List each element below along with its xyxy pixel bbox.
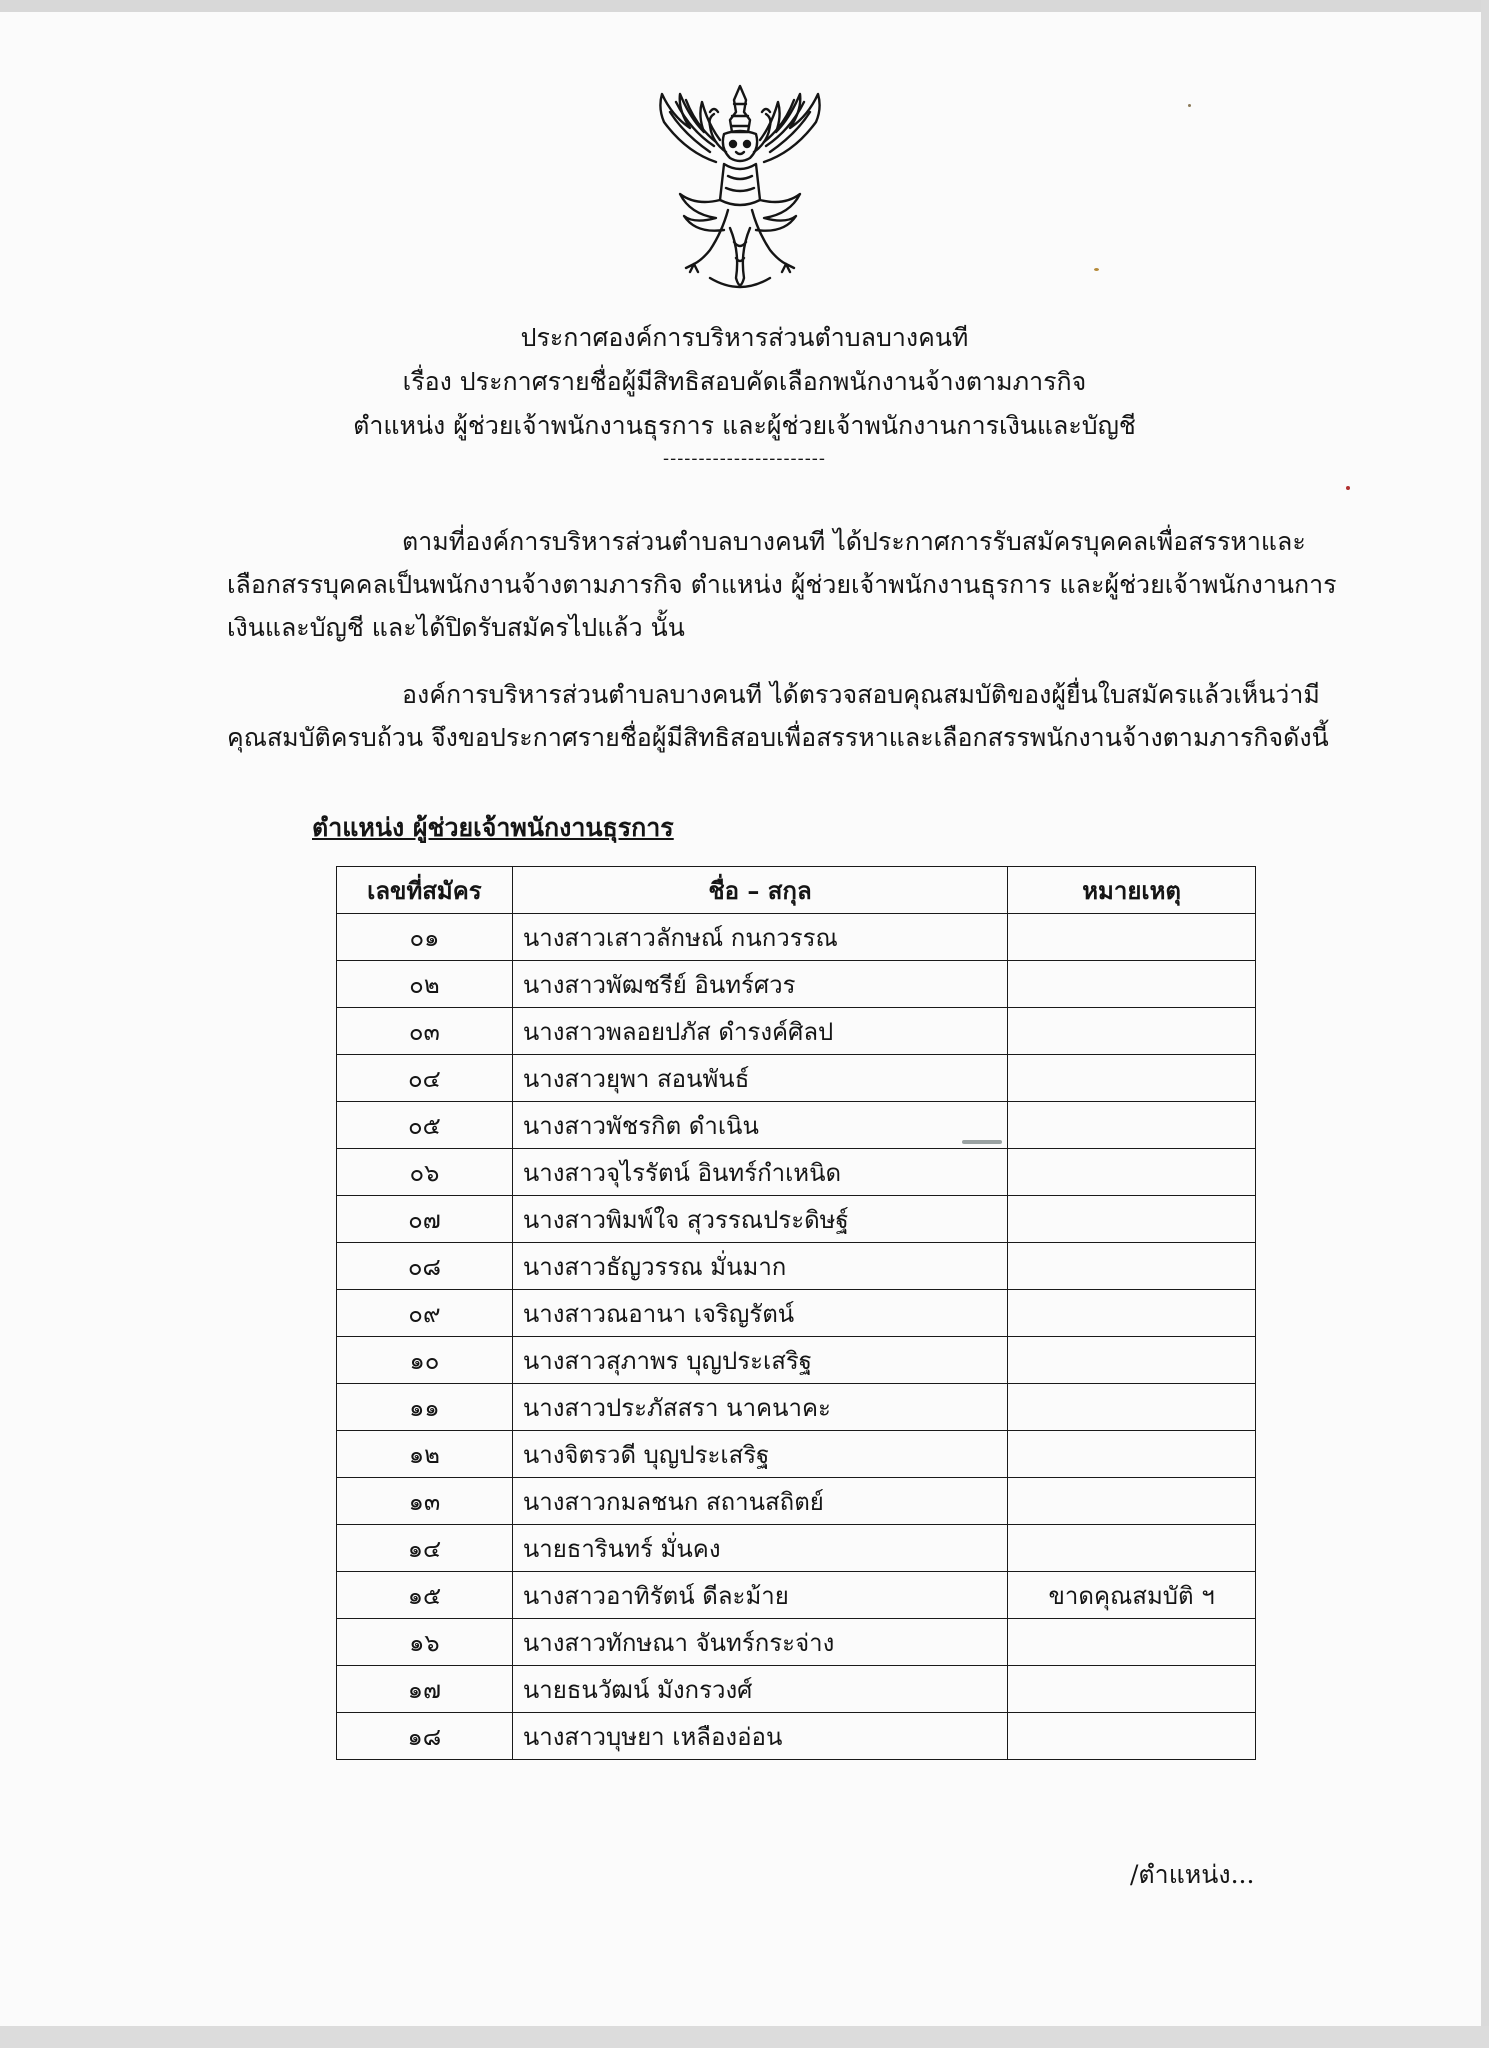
table-row [337,1525,1256,1572]
scan-edge-top [0,0,1489,12]
remark-cell [1008,1196,1256,1243]
application-number-cell: ๑๖ [337,1619,513,1666]
application-number-cell: ๑๘ [337,1713,513,1760]
remark-cell [1008,961,1256,1008]
scan-speck [1094,268,1099,271]
full-name-cell: นายธนวัฒน์ มังกรวงศ์ [512,1666,1007,1713]
scan-speck [1188,104,1191,107]
application-number-cell: ๐๑ [337,914,513,961]
application-number-cell: ๐๙ [337,1290,513,1337]
full-name-cell: นางสาวพัฒชรีย์ อินทร์ศวร [512,961,1007,1008]
table-row [337,1196,1256,1243]
announcement-subject: เรื่อง ประกาศรายชื่อผู้มีสิทธิสอบคัดเลือกพนักงานจ้างตามภารกิจ [402,367,1087,396]
table-row [337,1572,1256,1619]
remark-cell [1008,1525,1256,1572]
table-row [337,1713,1256,1760]
application-number-cell: ๐๖ [337,1149,513,1196]
header-divider: ----------------------- [663,448,826,469]
scan-edge-right [1481,0,1489,2048]
application-number-cell: ๑๗ [337,1666,513,1713]
remark-cell [1008,1055,1256,1102]
application-number-cell: ๐๕ [337,1102,513,1149]
header-full-name: ชื่อ – สกุล [512,867,1007,914]
table-row [337,1431,1256,1478]
table-row [337,1478,1256,1525]
application-number-cell: ๐๓ [337,1008,513,1055]
announcement-positions: ตำแหน่ง ผู้ช่วยเจ้าพนักงานธุรการ และผู้ช่วยเจ้าพนักงานการเงินและบัญชี [353,411,1136,440]
full-name-cell: นางสาวจุไรรัตน์ อินทร์กำเหนิด [512,1149,1007,1196]
scan-speck [962,1140,1002,1144]
remark-cell [1008,1290,1256,1337]
announcement-heading: ประกาศองค์การบริหารส่วนตำบลบางคนที [520,323,969,352]
full-name-cell: นางจิตรวดี บุญประเสริฐ [512,1431,1007,1478]
full-name-cell: นางสาวยุพา สอนพันธ์ [512,1055,1007,1102]
header-remark: หมายเหตุ [1008,867,1256,914]
table-row [337,914,1256,961]
application-number-cell: ๑๕ [337,1572,513,1619]
full-name-cell: นางสาวเสาวลักษณ์ กนกวรรณ [512,914,1007,961]
full-name-cell: นางสาวพิมพ์ใจ สุวรรณประดิษฐ์ [512,1196,1007,1243]
full-name-cell: นางสาวธัญวรรณ มั่นมาก [512,1243,1007,1290]
table-row [337,1384,1256,1431]
body-paragraph-2 [227,673,1337,759]
table-row [337,1666,1256,1713]
table-row [337,1008,1256,1055]
garuda-emblem-icon [650,82,830,298]
application-number-cell: ๑๒ [337,1431,513,1478]
section-title: ตำแหน่ง ผู้ช่วยเจ้าพนักงานธุรการ [312,813,674,842]
remark-cell [1008,1149,1256,1196]
applicant-table [336,866,1256,1760]
continue-marker: /ตำแหน่ง... [1130,1860,1255,1889]
table-row [337,1619,1256,1666]
remark-cell [1008,1478,1256,1525]
full-name-cell: นางสาวกมลชนก สถานสถิตย์ [512,1478,1007,1525]
remark-cell [1008,1384,1256,1431]
body-paragraph-2-text: องค์การบริหารส่วนตำบลบางคนที ได้ตรวจสอบคุณสมบัติของผู้ยื่นใบสมัครแล้วเห็นว่ามีคุณสมบัติครบถ้วน จึงขอประกาศรายชื่อผู้มีสิทธิสอบเพื่อสรรหาและเลือกสรรพนักงานจ้างตามภารกิจดังนี้ [227,680,1329,752]
remark-cell [1008,1666,1256,1713]
application-number-cell: ๑๑ [337,1384,513,1431]
application-number-cell: ๐๘ [337,1243,513,1290]
full-name-cell: นายธารินทร์ มั่นคง [512,1525,1007,1572]
remark-cell [1008,1102,1256,1149]
remark-cell [1008,1713,1256,1760]
remark-cell [1008,1243,1256,1290]
full-name-cell: นางสาวสุภาพร บุญประเสริฐ [512,1337,1007,1384]
remark-cell [1008,1619,1256,1666]
full-name-cell: นางสาวประภัสสรา นาคนาคะ [512,1384,1007,1431]
table-row [337,1243,1256,1290]
application-number-cell: ๑๐ [337,1337,513,1384]
full-name-cell: นางสาวอาทิรัตน์ ดีละม้าย [512,1572,1007,1619]
table-header-row [337,867,1256,914]
application-number-cell: ๑๓ [337,1478,513,1525]
table-row [337,1055,1256,1102]
scan-edge-bottom [0,2026,1489,2048]
scan-speck [1346,486,1350,490]
remark-cell [1008,1337,1256,1384]
remark-cell [1008,1008,1256,1055]
application-number-cell: ๑๔ [337,1525,513,1572]
full-name-cell: นางสาวทักษณา จันทร์กระจ่าง [512,1619,1007,1666]
application-number-cell: ๐๗ [337,1196,513,1243]
full-name-cell: นางสาวพลอยปภัส ดำรงค์ศิลป [512,1008,1007,1055]
application-number-cell: ๐๒ [337,961,513,1008]
full-name-cell: นางสาวณอานา เจริญรัตน์ [512,1290,1007,1337]
table-row [337,1102,1256,1149]
table-body [337,914,1256,1760]
header-application-number: เลขที่สมัคร [337,867,513,914]
table-row [337,961,1256,1008]
body-paragraph-1 [227,520,1337,649]
remark-cell [1008,914,1256,961]
full-name-cell: นางสาวบุษยา เหลืองอ่อน [512,1713,1007,1760]
remark-cell [1008,1431,1256,1478]
application-number-cell: ๐๔ [337,1055,513,1102]
full-name-cell: นางสาวพัชรกิต ดำเนิน [512,1102,1007,1149]
table-row [337,1290,1256,1337]
body-paragraph-1-text: ตามที่องค์การบริหารส่วนตำบลบางคนที ได้ประกาศการรับสมัครบุคคลเพื่อสรรหาและเลือกสรรบุคคลเป็นพนักงานจ้างตามภารกิจ ตำแหน่ง ผู้ช่วยเจ้าพนักงานธุรการ และผู้ช่วยเจ้าพนักงานการเงินและบัญชี และได้ปิดรับสมัครไปแล้ว นั้น [227,527,1337,642]
remark-cell: ขาดคุณสมบัติ ฯ [1008,1572,1256,1619]
table-row [337,1337,1256,1384]
table-row [337,1149,1256,1196]
